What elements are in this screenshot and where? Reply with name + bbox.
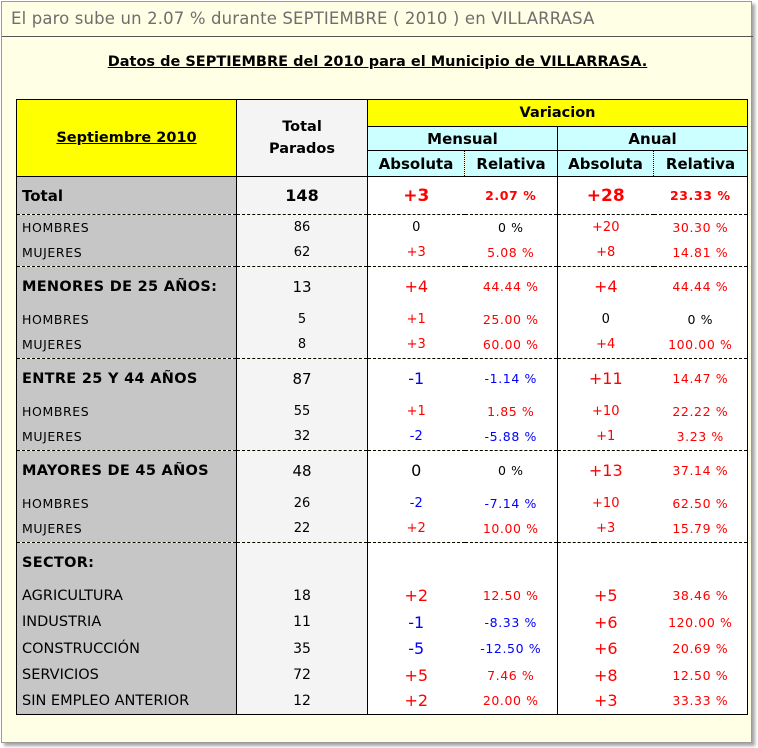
table-row xyxy=(17,662,748,689)
row-monthly-absolute: +1 xyxy=(368,399,465,425)
row-total: 72 xyxy=(237,662,368,689)
row-monthly-relative: 0 % xyxy=(465,215,558,241)
row-monthly-absolute: +3 xyxy=(368,333,465,359)
row-annual-relative: 22.22 % xyxy=(654,399,748,425)
row-monthly-absolute: 0 xyxy=(368,451,465,491)
row-annual-relative: 30.30 % xyxy=(654,215,748,241)
table-body xyxy=(17,177,748,715)
annual-header: Anual xyxy=(558,127,748,151)
row-monthly-absolute: +5 xyxy=(368,662,465,689)
row-total: 48 xyxy=(237,451,368,491)
row-monthly-relative: 0 % xyxy=(465,451,558,491)
row-monthly-absolute: +2 xyxy=(368,517,465,543)
row-total: 5 xyxy=(237,307,368,333)
row-monthly-absolute: +2 xyxy=(368,689,465,715)
row-total xyxy=(237,543,368,583)
row-monthly-absolute: +2 xyxy=(368,583,465,609)
table-row xyxy=(17,425,748,451)
monthly-absolute-header: Absoluta xyxy=(368,151,465,177)
row-monthly-absolute: -1 xyxy=(368,609,465,636)
row-total: 86 xyxy=(237,215,368,241)
table-row xyxy=(17,333,748,359)
row-annual-absolute: 0 xyxy=(558,307,654,333)
row-annual-relative: 100.00 % xyxy=(654,333,748,359)
table-row xyxy=(17,491,748,517)
row-monthly-absolute xyxy=(368,543,465,583)
row-label: MENORES DE 25 AÑOS: xyxy=(17,267,237,307)
total-parados-header xyxy=(237,100,368,177)
table-row xyxy=(17,267,748,307)
row-monthly-absolute: +1 xyxy=(368,307,465,333)
row-annual-absolute: +8 xyxy=(558,662,654,689)
row-monthly-relative: 10.00 % xyxy=(465,517,558,543)
table-row xyxy=(17,215,748,241)
row-total: 18 xyxy=(237,583,368,609)
row-label: MUJERES xyxy=(17,333,237,359)
table-row xyxy=(17,177,748,215)
row-annual-relative: 20.69 % xyxy=(654,636,748,662)
page-title: El paro sube un 2.07 % durante SEPTIEMBRE ( 2010 ) en VILLARRASA xyxy=(11,9,595,28)
row-monthly-absolute: -2 xyxy=(368,491,465,517)
row-annual-relative: 12.50 % xyxy=(654,662,748,689)
row-monthly-absolute: -1 xyxy=(368,359,465,399)
row-label: MAYORES DE 45 AÑOS xyxy=(17,451,237,491)
table-row xyxy=(17,451,748,491)
table-row xyxy=(17,359,748,399)
total-header-line2: Parados xyxy=(269,141,335,157)
period-header-text: Septiembre 2010 xyxy=(56,130,197,146)
row-annual-relative: 37.14 % xyxy=(654,451,748,491)
row-total: 87 xyxy=(237,359,368,399)
row-label: Total xyxy=(17,177,237,215)
row-annual-absolute: +20 xyxy=(558,215,654,241)
row-monthly-relative: 1.85 % xyxy=(465,399,558,425)
row-annual-relative xyxy=(654,543,748,583)
row-total: 22 xyxy=(237,517,368,543)
row-annual-relative: 14.47 % xyxy=(654,359,748,399)
row-monthly-relative xyxy=(465,543,558,583)
row-monthly-relative: 20.00 % xyxy=(465,689,558,715)
row-label: HOMBRES xyxy=(17,399,237,425)
row-total: 13 xyxy=(237,267,368,307)
title-divider xyxy=(2,36,753,37)
row-total: 62 xyxy=(237,241,368,267)
row-monthly-relative: -1.14 % xyxy=(465,359,558,399)
row-label: INDUSTRIA xyxy=(17,609,237,636)
row-label: SIN EMPLEO ANTERIOR xyxy=(17,689,237,715)
row-label: CONSTRUCCIÓN xyxy=(17,636,237,662)
row-monthly-relative: -8.33 % xyxy=(465,609,558,636)
table-row xyxy=(17,543,748,583)
row-label: HOMBRES xyxy=(17,215,237,241)
row-annual-absolute xyxy=(558,543,654,583)
row-monthly-relative: -12.50 % xyxy=(465,636,558,662)
article-frame xyxy=(1,1,752,743)
row-monthly-relative: 44.44 % xyxy=(465,267,558,307)
row-annual-relative: 62.50 % xyxy=(654,491,748,517)
row-label: SECTOR: xyxy=(17,543,237,583)
row-total: 55 xyxy=(237,399,368,425)
row-annual-absolute: +10 xyxy=(558,491,654,517)
row-monthly-absolute: 0 xyxy=(368,215,465,241)
row-label: SERVICIOS xyxy=(17,662,237,689)
row-label: ENTRE 25 Y 44 AÑOS xyxy=(17,359,237,399)
row-annual-absolute: +6 xyxy=(558,636,654,662)
row-monthly-relative: -7.14 % xyxy=(465,491,558,517)
row-annual-absolute: +8 xyxy=(558,241,654,267)
row-monthly-relative: 12.50 % xyxy=(465,583,558,609)
variation-header: Variacion xyxy=(368,100,748,127)
monthly-relative-header: Relativa xyxy=(465,151,558,177)
row-monthly-absolute: +3 xyxy=(368,177,465,215)
row-annual-absolute: +1 xyxy=(558,425,654,451)
row-label: MUJERES xyxy=(17,425,237,451)
row-total: 11 xyxy=(237,609,368,636)
row-annual-relative: 14.81 % xyxy=(654,241,748,267)
row-annual-absolute: +3 xyxy=(558,517,654,543)
table-row xyxy=(17,399,748,425)
row-label: MUJERES xyxy=(17,241,237,267)
row-total: 8 xyxy=(237,333,368,359)
row-monthly-relative: -5.88 % xyxy=(465,425,558,451)
row-annual-absolute: +13 xyxy=(558,451,654,491)
row-monthly-absolute: +3 xyxy=(368,241,465,267)
row-annual-relative: 0 % xyxy=(654,307,748,333)
row-annual-relative: 33.33 % xyxy=(654,689,748,715)
total-header-line1: Total xyxy=(282,119,322,135)
row-total: 148 xyxy=(237,177,368,215)
row-total: 32 xyxy=(237,425,368,451)
row-label: MUJERES xyxy=(17,517,237,543)
row-annual-absolute: +4 xyxy=(558,267,654,307)
table-subtitle xyxy=(2,54,753,70)
row-annual-absolute: +6 xyxy=(558,609,654,636)
row-monthly-relative: 5.08 % xyxy=(465,241,558,267)
row-monthly-relative: 25.00 % xyxy=(465,307,558,333)
row-label: HOMBRES xyxy=(17,307,237,333)
table-row xyxy=(17,689,748,715)
period-header xyxy=(17,100,237,177)
row-monthly-absolute: -5 xyxy=(368,636,465,662)
row-label: HOMBRES xyxy=(17,491,237,517)
row-annual-absolute: +5 xyxy=(558,583,654,609)
row-annual-absolute: +11 xyxy=(558,359,654,399)
row-annual-relative: 3.23 % xyxy=(654,425,748,451)
row-monthly-relative: 7.46 % xyxy=(465,662,558,689)
row-monthly-absolute: +4 xyxy=(368,267,465,307)
table-row xyxy=(17,609,748,636)
table-row xyxy=(17,307,748,333)
row-annual-absolute: +3 xyxy=(558,689,654,715)
row-annual-relative: 120.00 % xyxy=(654,609,748,636)
row-monthly-absolute: -2 xyxy=(368,425,465,451)
row-annual-relative: 15.79 % xyxy=(654,517,748,543)
unemployment-table xyxy=(16,99,748,715)
table-row xyxy=(17,636,748,662)
row-total: 12 xyxy=(237,689,368,715)
monthly-header: Mensual xyxy=(368,127,558,151)
subtitle-text: Datos de SEPTIEMBRE del 2010 para el Municipio de VILLARRASA. xyxy=(107,54,648,70)
row-monthly-relative: 2.07 % xyxy=(465,177,558,215)
annual-relative-header: Relativa xyxy=(654,151,748,177)
row-annual-absolute: +28 xyxy=(558,177,654,215)
row-total: 35 xyxy=(237,636,368,662)
table-row xyxy=(17,583,748,609)
row-monthly-relative: 60.00 % xyxy=(465,333,558,359)
row-annual-relative: 44.44 % xyxy=(654,267,748,307)
annual-absolute-header: Absoluta xyxy=(558,151,654,177)
row-annual-relative: 23.33 % xyxy=(654,177,748,215)
row-annual-absolute: +4 xyxy=(558,333,654,359)
table-row xyxy=(17,241,748,267)
row-annual-absolute: +10 xyxy=(558,399,654,425)
table-row xyxy=(17,517,748,543)
row-label: AGRICULTURA xyxy=(17,583,237,609)
row-total: 26 xyxy=(237,491,368,517)
row-annual-relative: 38.46 % xyxy=(654,583,748,609)
